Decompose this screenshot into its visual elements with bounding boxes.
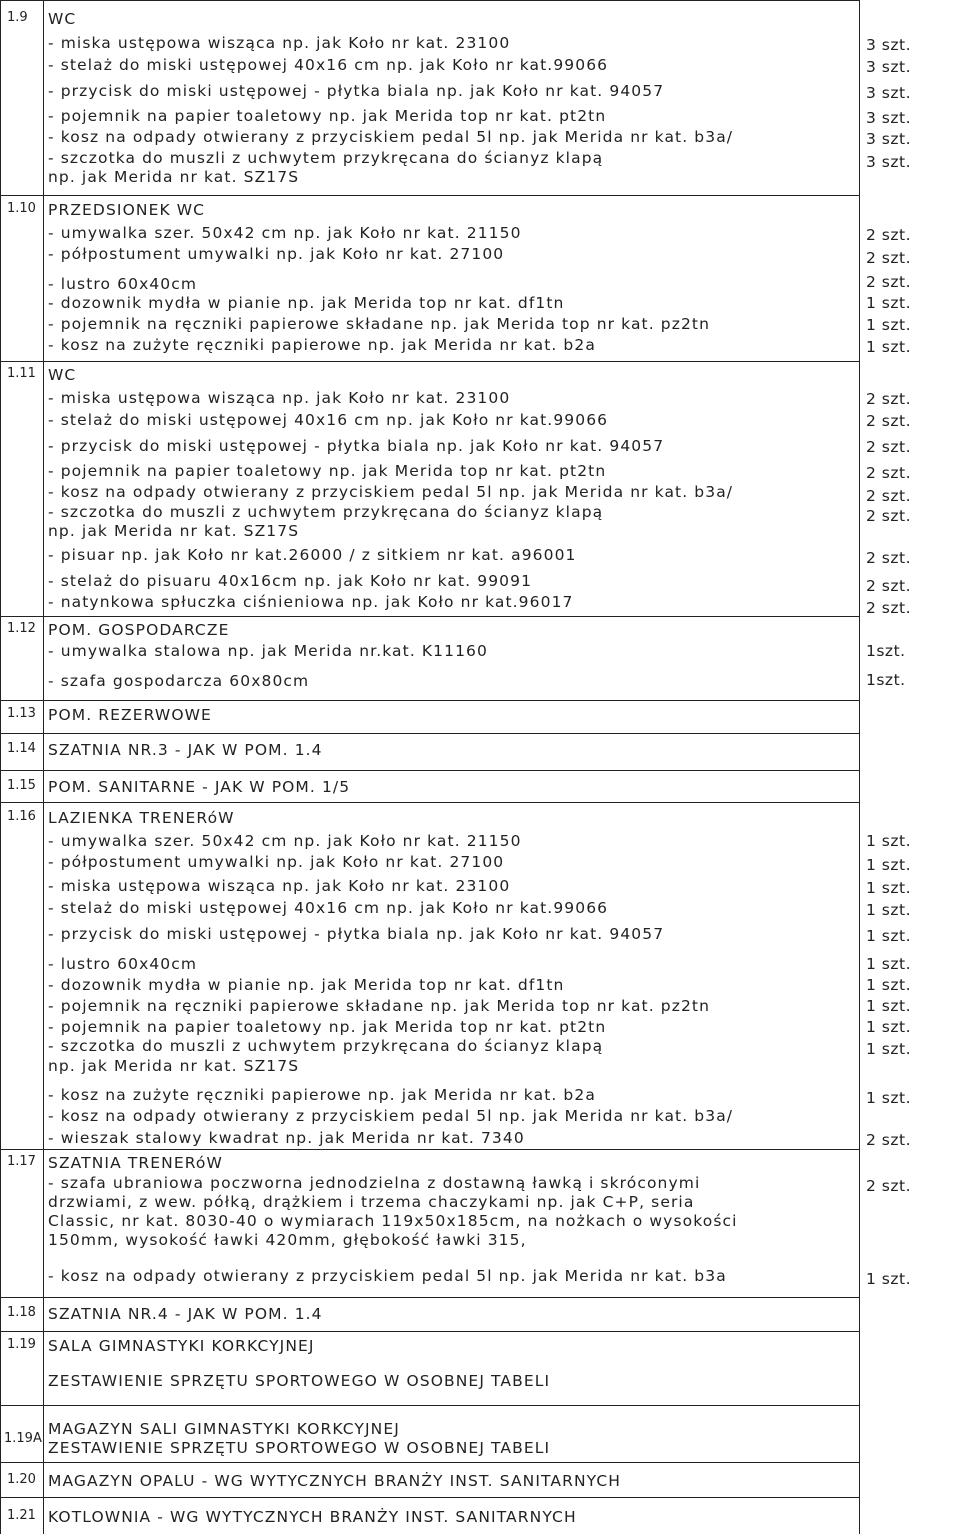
item-description: 150mm, wysokość ławki 420mm, głębokość ławki 315,	[48, 1231, 527, 1249]
top-border	[0, 0, 860, 1]
qty-column-divider	[859, 0, 860, 1534]
item-description: - pojemnik na papier toaletowy np. jak Merida top nr kat. pt2tn	[48, 1018, 607, 1036]
item-description: - kosz na odpady otwierany z przyciskiem pedal 5l np. jak Merida nr kat. b3a/	[48, 128, 734, 146]
item-description: - pojemnik na papier toaletowy np. jak Merida top nr kat. pt2tn	[48, 462, 607, 480]
number-column-divider	[43, 0, 44, 1534]
item-description: - wieszak stalowy kwadrat np. jak Merida nr kat. 7340	[48, 1129, 525, 1147]
section-title: MAGAZYN OPALU - WG WYTYCZNYCH BRANŻY INST. SANITARNYCH	[48, 1472, 622, 1490]
row-divider	[0, 1405, 860, 1406]
item-description: - przycisk do miski ustępowej - płytka biala np. jak Koło nr kat. 94057	[48, 437, 665, 455]
item-description: drzwiami, z wew. półką, drążkiem i trzema chaczykami np. jak C+P, seria	[48, 1193, 695, 1211]
item-description: - stelaż do miski ustępowej 40x16 cm np. jak Koło nr kat.99066	[48, 899, 609, 917]
item-description: - pojemnik na ręczniki papierowe składane np. jak Merida top nr kat. pz2tn	[48, 315, 711, 333]
item-description: - umywalka szer. 50x42 cm np. jak Koło nr kat. 21150	[48, 832, 522, 850]
section-title: SZATNIA TRENERóW	[48, 1154, 223, 1172]
item-quantity: 2 szt.	[866, 412, 912, 430]
section-title: WC	[48, 366, 77, 384]
row-divider	[0, 1297, 860, 1298]
item-quantity: 1 szt.	[866, 316, 912, 334]
item-quantity: 1 szt.	[866, 927, 912, 945]
left-border	[0, 0, 1, 1534]
section-number: 1.10	[7, 201, 36, 216]
section-title: MAGAZYN SALI GIMNASTYKI KORKCYJNEJ	[48, 1420, 400, 1438]
item-description: - kosz na odpady otwierany z przyciskiem pedal 5l np. jak Merida nr kat. b3a/	[48, 483, 734, 501]
row-divider	[0, 616, 860, 617]
item-description: - szczotka do muszli z uchwytem przykręcana do ścianyz klapą	[48, 1037, 604, 1055]
item-description: - pojemnik na ręczniki papierowe składane np. jak Merida top nr kat. pz2tn	[48, 997, 711, 1015]
item-quantity: 1 szt.	[866, 955, 912, 973]
item-description: - lustro 60x40cm	[48, 275, 198, 293]
item-description: Classic, nr kat. 8030-40 o wymiarach 119x50x185cm, na nożkach o wysokości	[48, 1212, 738, 1230]
item-quantity: 2 szt.	[866, 273, 912, 291]
item-quantity: 3 szt.	[866, 58, 912, 76]
item-description: - dozownik mydła w pianie np. jak Merida top nr kat. df1tn	[48, 976, 565, 994]
section-title: WC	[48, 10, 77, 28]
item-description: - szafa ubraniowa poczworna jednodzielna z dostawną ławką i skróconymi	[48, 1174, 701, 1192]
item-description: - przycisk do miski ustępowej - płytka biala np. jak Koło nr kat. 94057	[48, 925, 665, 943]
item-description: - natynkowa spłuczka ciśnieniowa np. jak Koło nr kat.96017	[48, 593, 574, 611]
section-title: POM. SANITARNE - JAK W POM. 1/5	[48, 778, 351, 796]
section-number: 1.12	[7, 621, 36, 636]
item-description: - kosz na odpady otwierany z przyciskiem pedal 5l np. jak Merida nr kat. b3a/	[48, 1107, 734, 1125]
item-quantity: 1 szt.	[866, 879, 912, 897]
item-quantity: 2 szt.	[866, 226, 912, 244]
item-description: - szafa gospodarcza 60x80cm	[48, 672, 310, 690]
item-quantity: 2 szt.	[866, 1131, 912, 1149]
item-description: - stelaż do miski ustępowej 40x16 cm np. jak Koło nr kat.99066	[48, 56, 609, 74]
section-title: PRZEDSIONEK WC	[48, 201, 206, 219]
row-divider	[0, 1462, 860, 1463]
item-quantity: 1 szt.	[866, 1270, 912, 1288]
item-quantity: 1 szt.	[866, 832, 912, 850]
section-number: 1.18	[7, 1305, 36, 1320]
item-quantity: 1 szt.	[866, 976, 912, 994]
row-divider	[0, 733, 860, 734]
section-title: SZATNIA NR.3 - JAK W POM. 1.4	[48, 741, 323, 759]
item-quantity: 3 szt.	[866, 153, 912, 171]
section-number: 1.16	[7, 809, 36, 824]
item-quantity: 2 szt.	[866, 507, 912, 525]
item-description: - dozownik mydła w pianie np. jak Merida top nr kat. df1tn	[48, 294, 565, 312]
item-quantity: 1 szt.	[866, 856, 912, 874]
item-description: ZESTAWIENIE SPRZĘTU SPORTOWEGO W OSOBNEJ TABELI	[48, 1372, 551, 1390]
section-number: 1.19	[7, 1337, 36, 1352]
item-description: - miska ustępowa wisząca np. jak Koło nr kat. 23100	[48, 389, 511, 407]
item-quantity: 1szt.	[866, 671, 906, 689]
item-description: - kosz na odpady otwierany z przyciskiem pedal 5l np. jak Merida nr kat. b3a	[48, 1267, 727, 1285]
section-number: 1.13	[7, 706, 36, 721]
item-quantity: 1 szt.	[866, 1040, 912, 1058]
section-number: 1.9	[7, 10, 28, 25]
item-description: - półpostument umywalki np. jak Koło nr kat. 27100	[48, 853, 505, 871]
item-description: - pojemnik na papier toaletowy np. jak Merida top nr kat. pt2tn	[48, 107, 607, 125]
item-description: - kosz na zużyte ręczniki papierowe np. jak Merida nr kat. b2a	[48, 1086, 596, 1104]
section-title: KOTLOWNIA - WG WYTYCZNYCH BRANŻY INST. SANITARNYCH	[48, 1508, 577, 1526]
section-number: 1.19A	[4, 1431, 42, 1446]
section-title: LAZIENKA TRENERóW	[48, 809, 235, 827]
row-divider	[0, 1497, 860, 1498]
section-number: 1.17	[7, 1154, 36, 1169]
item-description: - umywalka stalowa np. jak Merida nr.kat. K11160	[48, 642, 488, 660]
row-divider	[0, 361, 860, 362]
item-quantity: 2 szt.	[866, 487, 912, 505]
item-description: - pisuar np. jak Koło nr kat.26000 / z sitkiem nr kat. a96001	[48, 546, 577, 564]
item-description: - przycisk do miski ustępowej - płytka biala np. jak Koło nr kat. 94057	[48, 82, 665, 100]
item-quantity: 1 szt.	[866, 294, 912, 312]
item-quantity: 1 szt.	[866, 901, 912, 919]
item-description: - miska ustępowa wisząca np. jak Koło nr kat. 23100	[48, 877, 511, 895]
item-quantity: 1szt.	[866, 642, 906, 660]
item-quantity: 2 szt.	[866, 390, 912, 408]
item-quantity: 2 szt.	[866, 1177, 912, 1195]
item-description: - kosz na zużyte ręczniki papierowe np. jak Merida nr kat. b2a	[48, 336, 596, 354]
section-title: POM. REZERWOWE	[48, 706, 212, 724]
item-description: np. jak Merida nr kat. SZ17S	[48, 522, 300, 540]
row-divider	[0, 802, 860, 803]
section-title: POM. GOSPODARCZE	[48, 621, 230, 639]
item-quantity: 3 szt.	[866, 109, 912, 127]
section-number: 1.11	[7, 366, 36, 381]
row-divider	[0, 700, 860, 701]
item-description: - stelaż do pisuaru 40x16cm np. jak Koło nr kat. 99091	[48, 572, 533, 590]
item-quantity: 1 szt.	[866, 1018, 912, 1036]
item-quantity: 1 szt.	[866, 997, 912, 1015]
item-quantity: 2 szt.	[866, 249, 912, 267]
item-description: np. jak Merida nr kat. SZ17S	[48, 1057, 300, 1075]
item-description: - miska ustępowa wisząca np. jak Koło nr kat. 23100	[48, 34, 511, 52]
item-description: - umywalka szer. 50x42 cm np. jak Koło nr kat. 21150	[48, 224, 522, 242]
item-description: - stelaż do miski ustępowej 40x16 cm np. jak Koło nr kat.99066	[48, 411, 609, 429]
item-description: - szczotka do muszli z uchwytem przykręcana do ścianyz klapą	[48, 503, 604, 521]
row-divider	[0, 1149, 860, 1150]
section-title: ZESTAWIENIE SPRZĘTU SPORTOWEGO W OSOBNEJ TABELI	[48, 1439, 551, 1457]
item-quantity: 3 szt.	[866, 130, 912, 148]
item-quantity: 1 szt.	[866, 1089, 912, 1107]
item-description: - półpostument umywalki np. jak Koło nr kat. 27100	[48, 245, 505, 263]
section-number: 1.14	[7, 741, 36, 756]
item-quantity: 2 szt.	[866, 464, 912, 482]
section-title: SZATNIA NR.4 - JAK W POM. 1.4	[48, 1305, 323, 1323]
section-number: 1.15	[7, 778, 36, 793]
item-quantity: 2 szt.	[866, 438, 912, 456]
item-quantity: 3 szt.	[866, 36, 912, 54]
item-quantity: 3 szt.	[866, 84, 912, 102]
item-description: - lustro 60x40cm	[48, 955, 198, 973]
item-quantity: 2 szt.	[866, 549, 912, 567]
row-divider	[0, 1331, 860, 1332]
section-number: 1.21	[7, 1508, 36, 1523]
item-quantity: 1 szt.	[866, 338, 912, 356]
row-divider	[0, 195, 860, 196]
item-quantity: 2 szt.	[866, 577, 912, 595]
item-quantity: 2 szt.	[866, 599, 912, 617]
section-number: 1.20	[7, 1472, 36, 1487]
section-title: SALA GIMNASTYKI KORKCYJNEJ	[48, 1337, 315, 1355]
item-description: - szczotka do muszli z uchwytem przykręcana do ścianyz klapą	[48, 149, 604, 167]
row-divider	[0, 770, 860, 771]
item-description: np. jak Merida nr kat. SZ17S	[48, 168, 300, 186]
